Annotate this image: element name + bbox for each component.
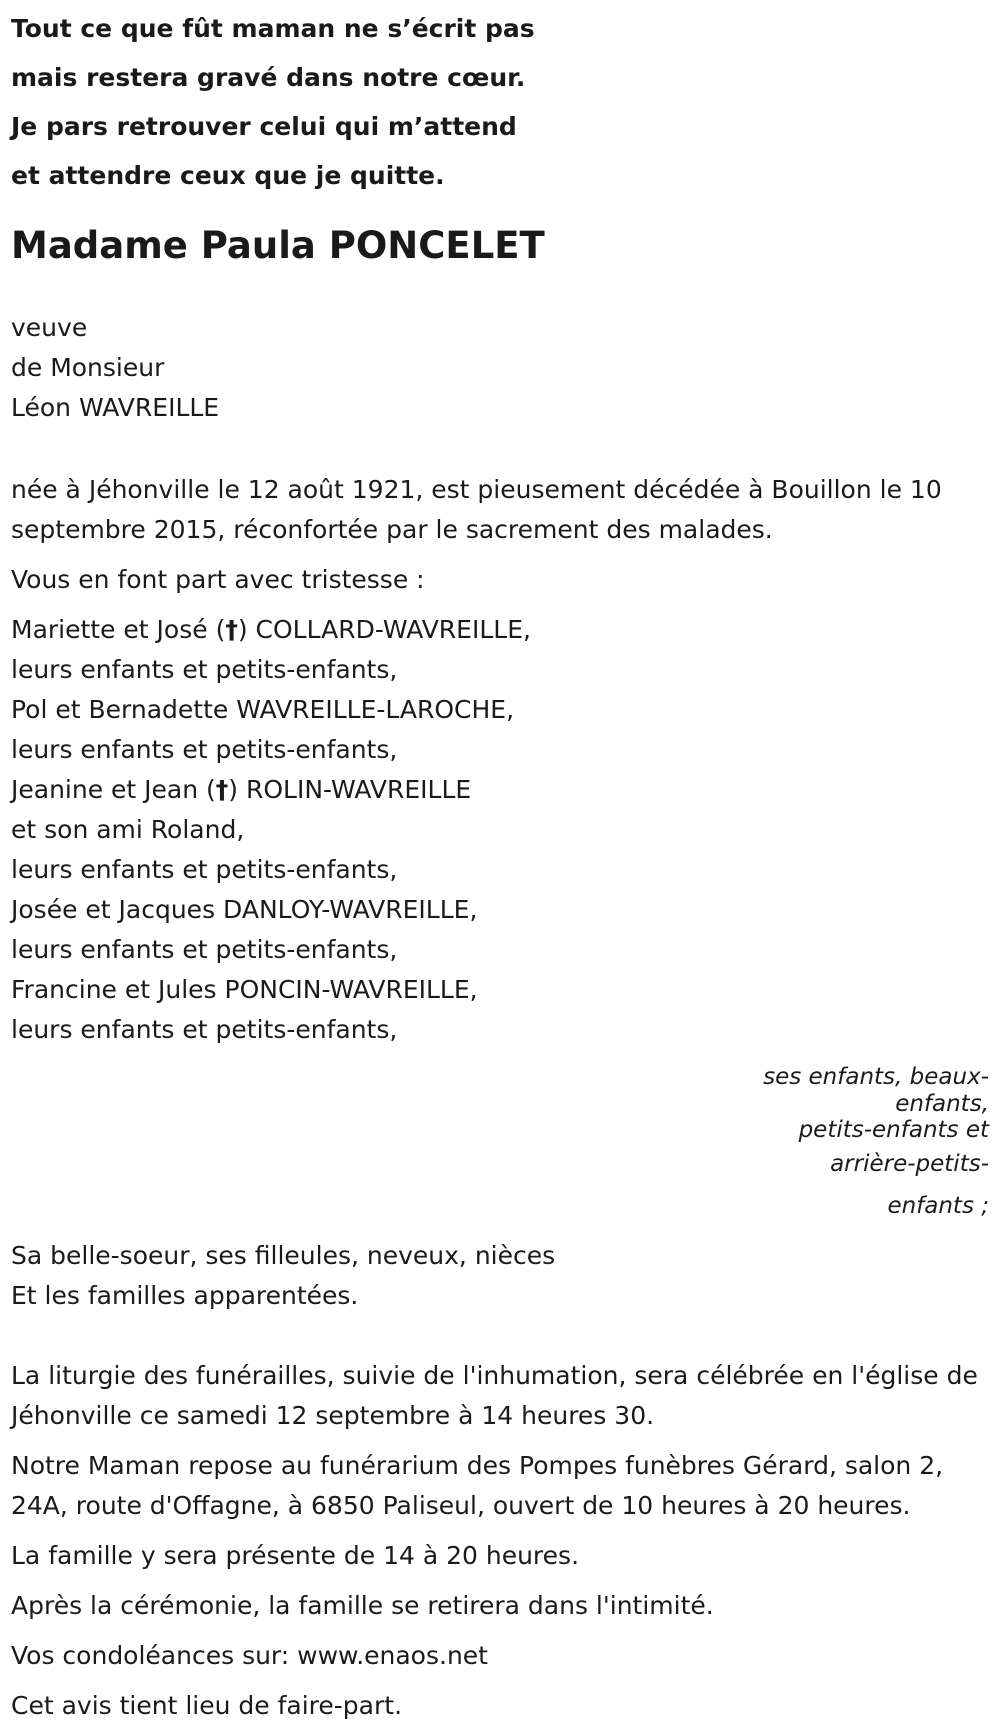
relatives-block: [11, 1236, 991, 1316]
family-line-10: Francine et Jules PONCIN-WAVREILLE,: [11, 975, 478, 1004]
family-line-5: [11, 770, 991, 810]
family-line-7: leurs enfants et petits-enfants,: [11, 855, 398, 884]
funerarium-text: Notre Maman repose au funérarium des Pompes funèbres Gérard, salon 2, 24A, route d'Offagne, à 6850 Paliseul, ouvert de 10 heures à 20 heures.: [11, 1451, 944, 1520]
birth-death-text: née à Jéhonville le 12 août 1921, est pieusement décédée à Bouillon le 10 septembre 2015, réconfortée par le sacrement des malades.: [11, 475, 942, 544]
family-line-1-post: ) COLLARD-WAVREILLE,: [237, 615, 531, 644]
family-line-8: Josée et Jacques DANLOY-WAVREILLE,: [11, 895, 478, 924]
family-list: [11, 610, 991, 1050]
relatives-line-2: Et les familles apparentées.: [11, 1281, 359, 1310]
deceased-name: Madame Paula PONCELET: [11, 224, 545, 267]
obituary-notice: [11, 0, 991, 1726]
poem-line-1: Tout ce que fût maman ne s’écrit pas: [11, 14, 535, 43]
family-line-5-post: ) ROLIN-WAVREILLE: [228, 775, 472, 804]
family-line-4: leurs enfants et petits-enfants,: [11, 735, 398, 764]
descendants-block: [11, 1056, 989, 1226]
family-line-11: leurs enfants et petits-enfants,: [11, 1015, 398, 1044]
widow-status: veuve: [11, 313, 88, 342]
family-line-3: Pol et Bernadette WAVREILLE-LAROCHE,: [11, 695, 515, 724]
widow-block: [11, 308, 991, 428]
family-line-6: et son ami Roland,: [11, 815, 245, 844]
liturgy-text: La liturgie des funérailles, suivie de l'inhumation, sera célébrée en l'église de Jéhonville ce samedi 12 septembre à 14 heures 30.: [11, 1361, 978, 1430]
condolences-text: Vos condoléances sur: www.enaos.net: [11, 1641, 488, 1670]
cross-icon: †: [215, 775, 229, 804]
descendants-line-2: enfants,: [895, 1091, 989, 1117]
descendants-line-5: enfants ;: [887, 1193, 989, 1219]
family-line-1: [11, 610, 991, 650]
presence-text: La famille y sera présente de 14 à 20 heures.: [11, 1541, 580, 1570]
poem-line-4: et attendre ceux que je quitte.: [11, 161, 445, 190]
poem-line-3: Je pars retrouver celui qui m’attend: [11, 112, 517, 141]
descendants-line-1: ses enfants, beaux-: [763, 1064, 989, 1090]
after-ceremony-text: Après la cérémonie, la famille se retirera dans l'intimité.: [11, 1591, 714, 1620]
husband-name: Léon WAVREILLE: [11, 393, 220, 422]
cross-icon: †: [225, 615, 238, 644]
relatives-line-1: Sa belle-soeur, ses filleules, neveux, nièces: [11, 1241, 556, 1270]
descendants-line-3: petits-enfants et: [798, 1117, 989, 1143]
family-line-5-pre: Jeanine et Jean (: [11, 775, 216, 804]
widow-of: de Monsieur: [11, 353, 165, 382]
descendants-line-4: arrière-petits-: [830, 1151, 989, 1177]
family-line-2: leurs enfants et petits-enfants,: [11, 655, 398, 684]
notice-text: Cet avis tient lieu de faire-part.: [11, 1691, 403, 1720]
poem-line-2: mais restera gravé dans notre cœur.: [11, 63, 526, 92]
family-line-1-pre: Mariette et José (: [11, 615, 226, 644]
announce-intro: Vous en font part avec tristesse :: [11, 565, 425, 594]
poem: [11, 0, 991, 200]
family-line-9: leurs enfants et petits-enfants,: [11, 935, 398, 964]
